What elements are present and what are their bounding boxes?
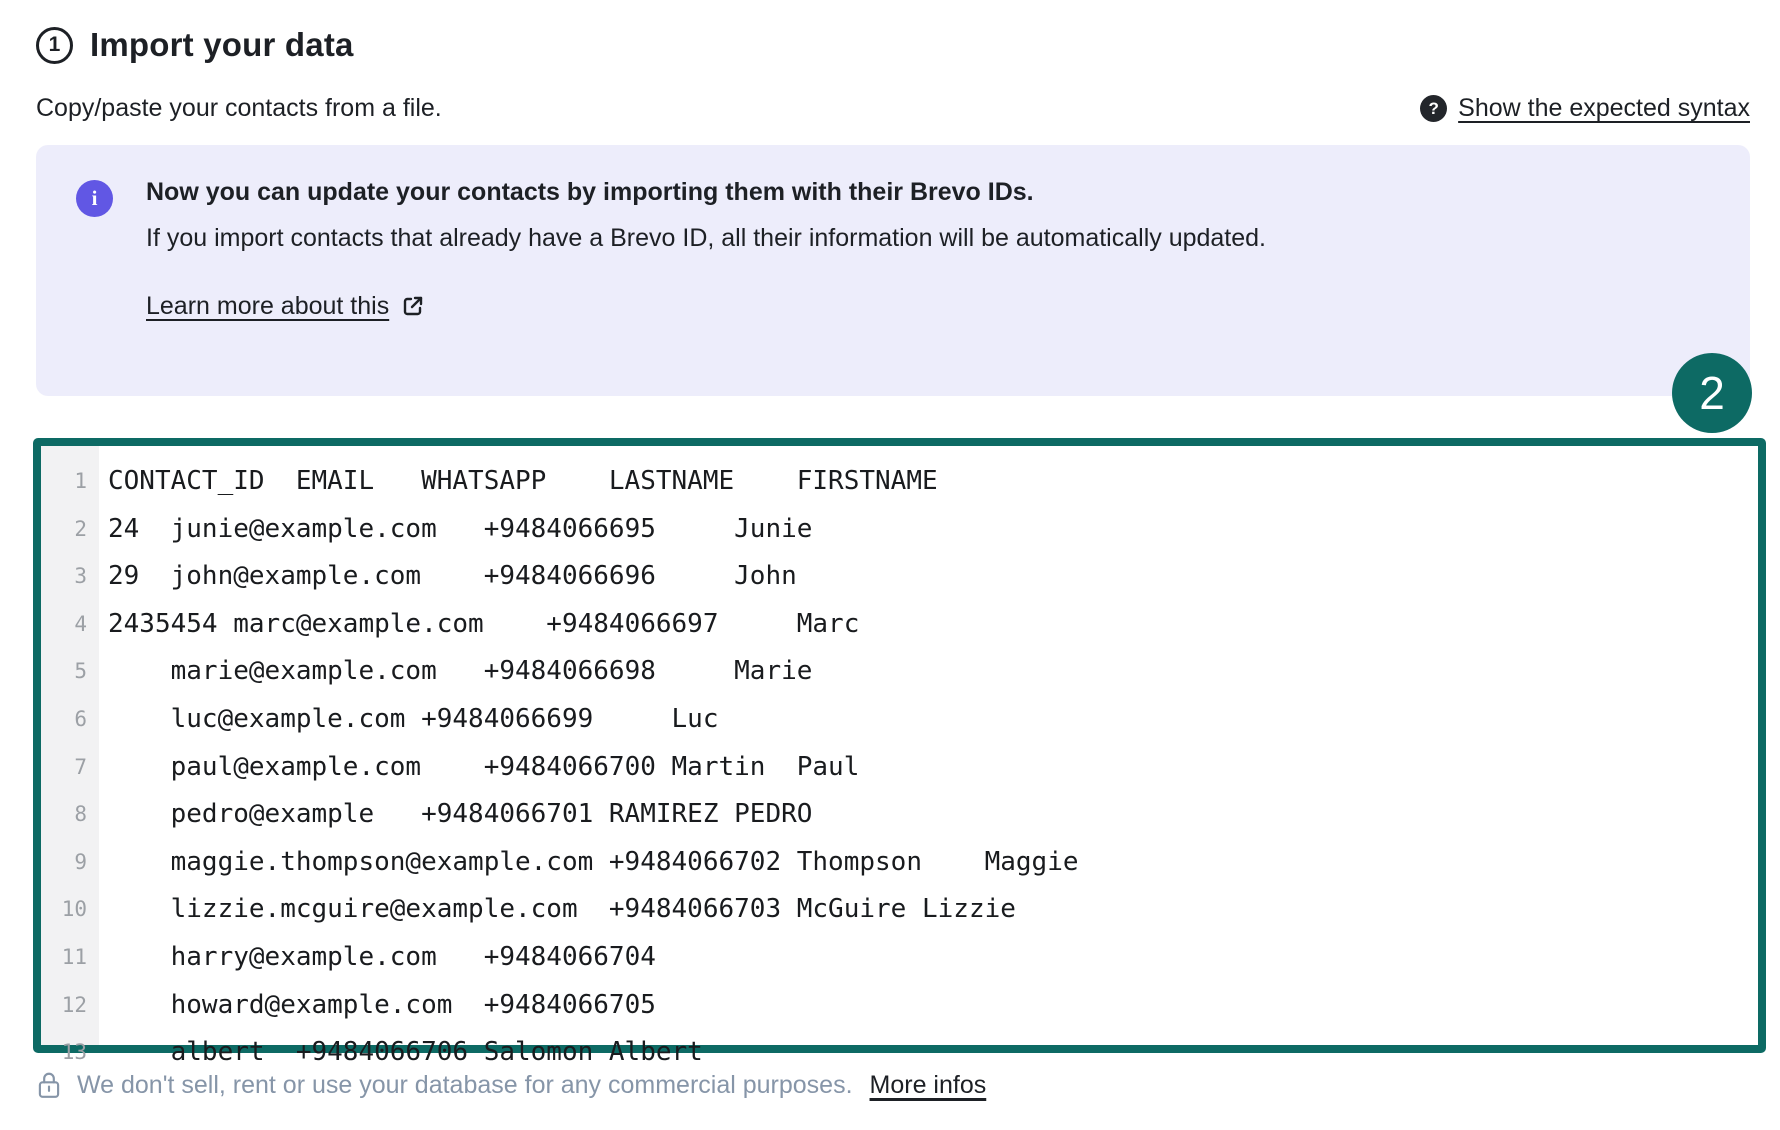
show-expected-syntax-link[interactable] [1420, 94, 1750, 123]
line-number: 10 [61, 897, 87, 922]
help-icon[interactable]: ? [1420, 95, 1447, 122]
line-number: 12 [61, 992, 87, 1017]
code-line: maggie.thompson@example.com +9484066702 Thompson Maggie [108, 846, 1079, 877]
line-number: 1 [74, 469, 87, 493]
contacts-paste-editor[interactable] [33, 438, 1766, 1068]
code-line: albert +9484066706 Salomon Albert [108, 1037, 703, 1068]
external-link-icon [401, 294, 425, 318]
show-expected-syntax-label[interactable]: Show the expected syntax [1458, 94, 1750, 122]
more-infos-link[interactable]: More infos [869, 1070, 987, 1099]
code-content[interactable] [99, 446, 1758, 1068]
line-number: 8 [74, 802, 87, 827]
page-subtitle: Copy/paste your contacts from a file. [36, 94, 442, 122]
code-line: 2435454 marc@example.com +9484066697 Marc [108, 608, 860, 639]
line-number: 9 [74, 849, 87, 874]
privacy-text: We don't sell, rent or use your database for any commercial purposes. [77, 1070, 853, 1099]
page-title: Import your data [90, 26, 354, 63]
learn-more-link[interactable] [146, 292, 425, 321]
code-line: luc@example.com +9484066699 Luc [108, 703, 719, 734]
line-number: 13 [61, 1040, 87, 1065]
code-line: pedro@example +9484066701 RAMIREZ PEDRO [108, 799, 813, 830]
info-banner-text [146, 178, 1266, 363]
code-line: howard@example.com +9484066705 [108, 989, 656, 1020]
code-line: CONTACT_ID EMAIL WHATSAPP LASTNAME FIRSTNAME [108, 466, 938, 496]
privacy-footer [36, 1070, 986, 1100]
code-line: marie@example.com +9484066698 Marie [108, 656, 813, 687]
step-two-badge [1672, 353, 1752, 433]
step-one-number: 1 [48, 33, 61, 56]
line-number: 2 [74, 516, 87, 541]
code-line: 24 junie@example.com +9484066695 Junie [108, 513, 813, 544]
code-line: 29 john@example.com +9484066696 John [108, 561, 797, 592]
line-number: 3 [74, 564, 87, 589]
info-banner-title: Now you can update your contacts by importing them with their Brevo IDs. [146, 178, 1034, 206]
info-banner [36, 145, 1750, 396]
step-one-icon [36, 27, 73, 64]
info-banner-body: If you import contacts that already have a Brevo ID, all their information will be automatically updated. [146, 223, 1267, 252]
line-number-gutter [41, 446, 99, 1065]
line-number: 4 [74, 611, 87, 636]
code-line: harry@example.com +9484066704 [108, 941, 656, 972]
subtitle-row [36, 94, 1750, 123]
code-line: paul@example.com +9484066700 Martin Paul [108, 751, 860, 782]
page-header [36, 26, 354, 64]
line-number: 7 [74, 754, 87, 779]
line-number: 5 [74, 659, 87, 684]
step-two-number: 2 [1699, 367, 1725, 419]
info-icon: i [76, 180, 113, 217]
lock-icon [36, 1070, 62, 1100]
line-number: 11 [61, 944, 87, 969]
code-line: lizzie.mcguire@example.com +9484066703 McGuire Lizzie [108, 894, 1016, 925]
line-number: 6 [74, 706, 87, 731]
learn-more-label[interactable]: Learn more about this [146, 291, 390, 320]
